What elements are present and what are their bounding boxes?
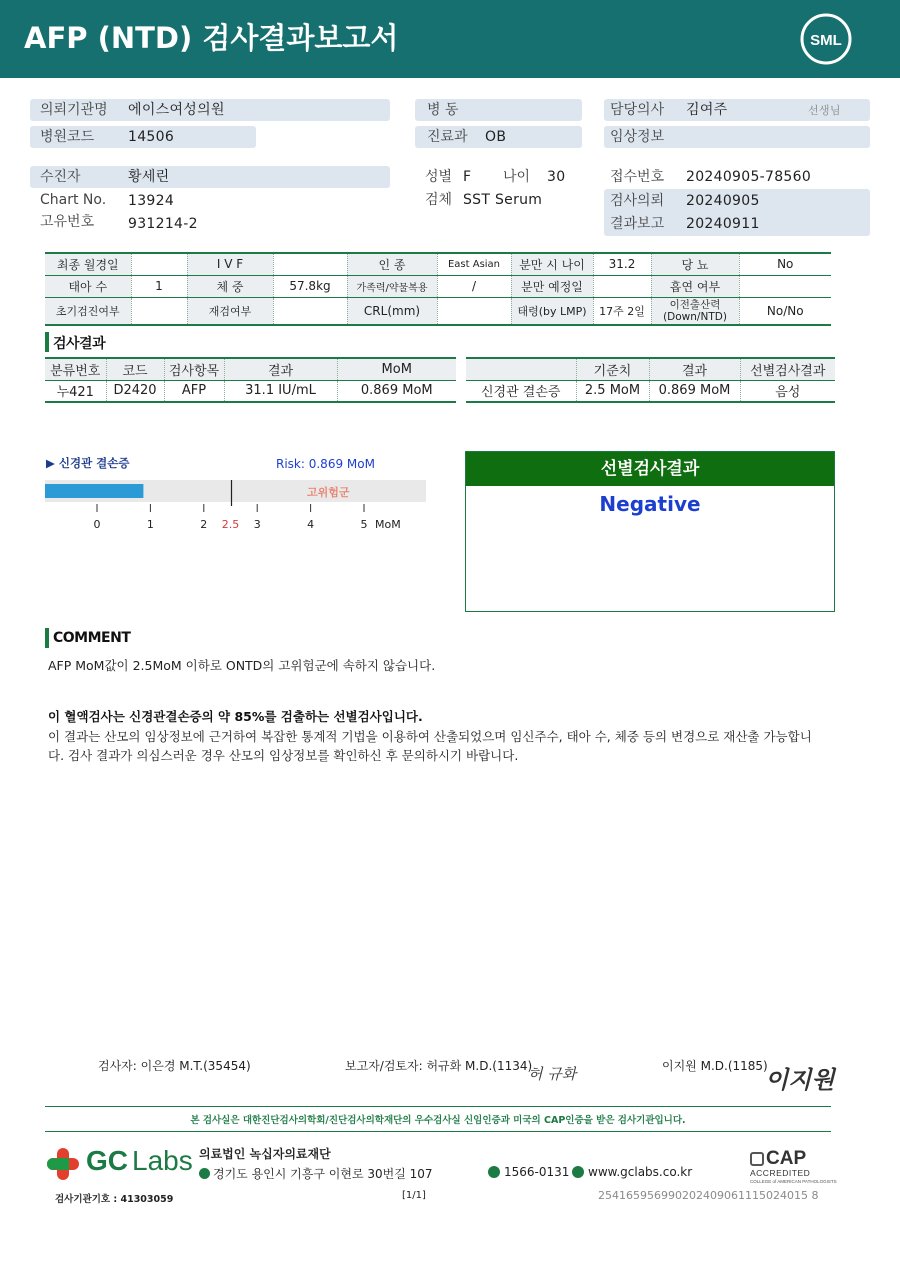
ga-label: 태령(by LMP) [511,297,593,325]
fetus-value: 1 [131,275,187,297]
sex-value: F [463,169,472,185]
institution-code: 검사기관기호 : 41303059 [55,1194,174,1205]
results-left-row [45,380,456,402]
screening-result-value: Negative [599,492,701,516]
lmp-value [131,253,187,275]
page-number: [1/1] [402,1190,426,1201]
crl-value [437,297,511,325]
comment-section-bar [45,628,49,648]
location-pin-icon [199,1168,210,1179]
cell-category-no: 누421 [45,380,106,402]
prev-birth-value: No/No [766,303,804,318]
cap-accredited-text: ACCREDITED [750,1168,811,1178]
col-reference: 기준치 [576,358,649,380]
patient-label: 수진자 [40,169,81,185]
results-section-title: 검사결과 [53,336,106,352]
gc-brand: GC [86,1145,128,1176]
dept-label: 진료과 [427,129,468,145]
ivf-label: I V F [187,253,273,275]
website-text: www.gclabs.co.kr [588,1165,693,1179]
risk-bar [45,484,143,498]
due-label: 분만 예정일 [511,275,593,297]
doctor-suffix: 선생님 [808,104,841,117]
cell-screening-result: 음성 [775,385,801,401]
fetus-label: 태아 수 [45,275,131,297]
cell-result: 31.1 IU/mL [224,380,337,402]
retest-label: 재검여부 [187,297,273,325]
early-label: 초기검진여부 [45,297,131,325]
weight-value: 57.8kg [273,275,347,297]
hospital-value: 에이스여성의원 [128,102,225,118]
director-handwritten-sign: 이지원 [765,1065,835,1094]
results-right-header [466,358,835,380]
id-value: 931214-2 [128,216,198,232]
results-section-bar [45,332,49,352]
col-result-right: 결과 [649,358,740,380]
clinical-row-3 [45,297,831,325]
sml-logo-text: SML [810,32,842,49]
footer-top-line [45,1106,831,1107]
cell-reference: 2.5 MoM [576,380,649,402]
receipt-value: 20240905-78560 [686,169,812,185]
id-label: 고유번호 [40,214,95,230]
certification-note: 본 검사실은 대한진단검사의학회/진단검사의학재단의 우수검사실 신임인증과 미국의 CAP인증을 받은 검사기관입니다. [190,1115,686,1126]
chart-label: Chart No. [40,192,107,208]
footer-bottom-line [45,1131,831,1132]
race-label: 인 종 [347,253,437,275]
request-label: 검사의뢰 [610,193,665,209]
ivf-value [273,253,347,275]
chart-value: 13924 [128,193,175,209]
col-test-item: 검사항목 [164,358,224,380]
risk-axis-ticks [94,504,368,531]
prev-birth-label: 이전출산력 (Down/NTD) [651,297,739,325]
hospital-label: 의뢰기관명 [40,102,108,118]
age-label: 나이 [503,169,531,185]
comment-line-1: AFP MoM값이 2.5MoM 이하로 ONTD의 고위험군에 속하지 않습니다. [48,658,436,673]
col-mom: MoM [337,358,456,380]
col-result: 결과 [224,358,337,380]
specimen-label: 검체 [425,192,453,208]
specimen-value: SST Serum [463,192,543,208]
crl-label: CRL(mm) [347,297,437,325]
hospital-code-label: 병원코드 [40,129,95,145]
sml-logo [800,13,852,65]
early-value [131,297,187,325]
cap-accredited-logo [748,1148,838,1184]
risk-axis-tick-label: 2.5 [221,518,240,531]
phone-text: 1566-0131 [504,1165,570,1179]
report-value: 20240911 [686,216,760,232]
director-signature: 이지원 M.D.(1185) [662,1059,768,1073]
col-blank [466,358,576,380]
comment-bold-line: 이 혈액검사는 신경관결손증의 약 85%를 검출하는 선별검사입니다. [48,709,423,724]
retest-value [273,297,347,325]
comment-section-title: COMMENT [53,630,131,646]
results-left-header [45,358,456,380]
due-value [593,275,651,297]
results-right-row [466,380,835,402]
screening-result-box [465,451,835,612]
cell-code: D2420 [106,380,164,402]
age-value: 30 [547,169,566,185]
report-label: 결과보고 [610,216,665,232]
risk-axis-tick-label: 4 [307,518,315,531]
race-value: East Asian [437,253,511,275]
lmp-label: 최종 월경일 [45,253,131,275]
risk-axis-tick-label: 5 [360,518,368,531]
cap-cross-icon [750,1152,764,1166]
risk-axis-tick-label: 2 [200,518,208,531]
risk-axis-tick-label: 3 [253,518,261,531]
gc-cross-icon [45,1146,81,1182]
reviewer-handwritten-sign: 허 규화 [528,1065,577,1083]
patient-pill [30,166,390,188]
gc-labs-logo [86,1145,193,1177]
clinical-label: 임상정보 [610,129,665,145]
cell-ntd: 신경관 결손증 [466,380,576,402]
phone-number [488,1165,569,1179]
clinical-row-1 [45,253,831,275]
family-value: / [437,275,511,297]
risk-axis-unit: MoM [375,518,401,531]
address-text: 경기도 용인시 기흥구 이현로 30번길 107 [213,1167,433,1181]
ga-value: 17주 2일 [593,297,651,325]
reviewer-signature: 보고자/검토자: 허규화 M.D.(1134) [345,1059,533,1073]
risk-axis-tick-label: 1 [146,518,154,531]
patient-value: 황세린 [128,169,170,185]
organization-address [199,1165,433,1182]
screening-result-title: 선별검사결과 [466,452,834,486]
cap-note: COLLEGE of AMERICAN PATHOLOGISTS [750,1179,837,1184]
results-table-left [45,357,456,403]
hospital-code-value: 14506 [128,129,175,145]
comment-paragraph-1: 이 결과는 산모의 임상정보에 근거하여 복잡한 통계적 기법을 이용하여 산출되었으며 임신주수, 태아 수, 체중 등의 변경으로 재산출 가능합니 [48,729,812,744]
cap-text: CAP [766,1148,807,1169]
col-category-no: 분류번호 [45,358,106,380]
col-screening-result: 선별검사결과 [740,358,835,380]
diabetes-value: No [739,253,831,275]
request-value: 20240905 [686,193,760,209]
receipt-label: 접수번호 [610,169,665,185]
clinical-info-table [45,252,831,326]
risk-axis-tick-label: 0 [93,518,101,531]
col-code: 코드 [106,358,164,380]
diabetes-label: 당 뇨 [651,253,739,275]
risk-chart [40,450,440,540]
family-label: 가족력/약물복용 [347,275,437,297]
organization-name: 의료법인 녹십자의료재단 [199,1147,331,1161]
cell-result-right: 0.869 MoM [649,380,740,402]
comment-paragraph-2: 다. 검사 결과가 의심스러운 경우 산모의 임상정보를 확인하신 후 문의하시기 바랍니다. [48,748,519,763]
report-title: AFP (NTD) 검사결과보고서 [24,21,399,55]
tester-signature: 검사자: 이은경 M.T.(35454) [98,1059,251,1073]
labs-brand: Labs [132,1145,193,1176]
age-delivery-label: 분만 시 나이 [511,253,593,275]
risk-chart-label: ▶ 신경관 결손증 [46,456,130,470]
doctor-label: 담당의사 [610,102,665,118]
risk-text: Risk: 0.869 MoM [276,457,375,471]
age-delivery-value: 31.2 [593,253,651,275]
cell-test-item: AFP [164,380,224,402]
clinical-row-2 [45,275,831,297]
smoking-label: 흡연 여부 [651,275,739,297]
report-header [0,0,900,78]
dept-value: OB [485,129,507,145]
weight-label: 체 중 [187,275,273,297]
ward-label: 병 동 [427,102,459,118]
high-risk-label: 고위험군 [306,486,350,499]
sex-label: 성별 [425,169,453,185]
home-icon [572,1166,584,1178]
cell-mom: 0.869 MoM [360,383,433,399]
doctor-value: 김여주 [686,102,728,118]
phone-icon [488,1166,500,1178]
results-table-right [466,357,835,403]
website [572,1165,692,1179]
barcode-number: 254165956990202409061115024015 8 [598,1189,819,1202]
smoking-value [739,275,831,297]
